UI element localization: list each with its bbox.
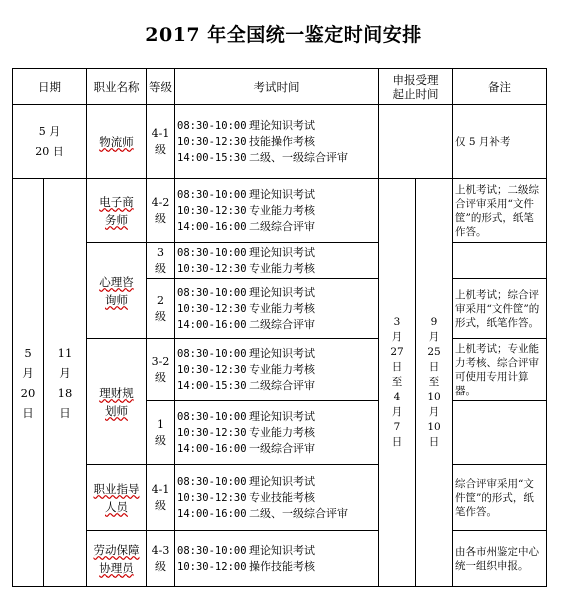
header-row bbox=[13, 69, 547, 105]
profession-cell: 物流师 bbox=[87, 105, 147, 179]
header-profession: 职业名称 bbox=[87, 69, 147, 105]
header-date: 日期 bbox=[13, 69, 87, 105]
exam-times-cell: 08:30-10:00 理论知识考试 10:30-12:00 操作技能考核 bbox=[175, 531, 379, 587]
apply-period-cell bbox=[379, 105, 453, 179]
grade-cell: 3-2 级 bbox=[147, 339, 175, 401]
note-cell: 综合评审采用“文件筐”的形式，纸笔作答。 bbox=[453, 465, 547, 531]
table-row bbox=[13, 465, 547, 531]
apply-start-cell: 3 月 27 日 至 4 月 7 日 bbox=[379, 179, 416, 587]
exam-times-cell: 08:30-10:00 理论知识考试 10:30-12:30 专业能力考核 14:00-16:00 二级综合评审 bbox=[175, 179, 379, 243]
date-may-cell: 5 月 20 日 bbox=[13, 179, 44, 587]
note-cell: 上机考试；二级综合评审采用“文件筐”的形式，纸笔作答。 bbox=[453, 179, 547, 243]
grade-cell: 4-1 级 bbox=[147, 105, 175, 179]
date-cell: 5 月 20 日 bbox=[13, 105, 87, 179]
note-cell: 上机考试；综合评审采用“文件筐”的形式，纸笔作答。 bbox=[453, 279, 547, 339]
profession-cell: 理财规 划师 bbox=[87, 339, 147, 465]
header-apply-period: 申报受理 起止时间 bbox=[379, 69, 453, 105]
apply-end-cell: 9 月 25 日 至 10 月 10 日 bbox=[416, 179, 453, 587]
grade-cell: 4-2 级 bbox=[147, 179, 175, 243]
grade-cell: 2 级 bbox=[147, 279, 175, 339]
grade-cell: 4-3 级 bbox=[147, 531, 175, 587]
exam-schedule-table bbox=[12, 68, 547, 587]
date-nov-cell: 11 月 18 日 bbox=[44, 179, 87, 587]
profession-cell: 心理咨 询师 bbox=[87, 243, 147, 339]
note-cell: 由各市州鉴定中心统一组织申报。 bbox=[453, 531, 547, 587]
grade-cell: 1 级 bbox=[147, 401, 175, 465]
note-cell bbox=[453, 401, 547, 465]
exam-times-cell: 08:30-10:00 理论知识考试 10:30-12:30 专业能力考核 14:00-16:00 一级综合评审 bbox=[175, 401, 379, 465]
grade-cell: 4-1 级 bbox=[147, 465, 175, 531]
exam-times-cell: 08:30-10:00 理论知识考试 10:30-12:30 专业能力考核 14:00-15:30 二级综合评审 bbox=[175, 339, 379, 401]
exam-times-cell: 08:30-10:00 理论知识考试 10:30-12:30 专业技能考核 14:00-16:00 二级、一级综合评审 bbox=[175, 465, 379, 531]
header-grade: 等级 bbox=[147, 69, 175, 105]
profession-cell: 电子商 务师 bbox=[87, 179, 147, 243]
header-note: 备注 bbox=[453, 69, 547, 105]
grade-cell: 3 级 bbox=[147, 243, 175, 279]
table-row bbox=[13, 531, 547, 587]
table-row bbox=[13, 105, 547, 179]
page-title: 2017 年全国统一鉴定时间安排 bbox=[145, 24, 422, 46]
header-exam-time: 考试时间 bbox=[175, 69, 379, 105]
note-cell: 仅 5 月补考 bbox=[453, 105, 547, 179]
exam-times-cell: 08:30-10:00 理论知识考试 10:30-12:30 技能操作考核 14:00-15:30 二级、一级综合评审 bbox=[175, 105, 379, 179]
table-row bbox=[13, 179, 547, 243]
exam-times-cell: 08:30-10:00 理论知识考试 10:30-12:30 专业能力考核 bbox=[175, 243, 379, 279]
profession-cell: 劳动保障 协理员 bbox=[87, 531, 147, 587]
exam-times-cell: 08:30-10:00 理论知识考试 10:30-12:30 专业能力考核 14:00-16:00 二级综合评审 bbox=[175, 279, 379, 339]
table-row bbox=[13, 243, 547, 279]
note-cell bbox=[453, 243, 547, 279]
note-cell: 上机考试；专业能力考核、综合评审可使用专用计算器。 bbox=[453, 339, 547, 401]
table-row bbox=[13, 339, 547, 401]
profession-cell: 职业指导 人员 bbox=[87, 465, 147, 531]
